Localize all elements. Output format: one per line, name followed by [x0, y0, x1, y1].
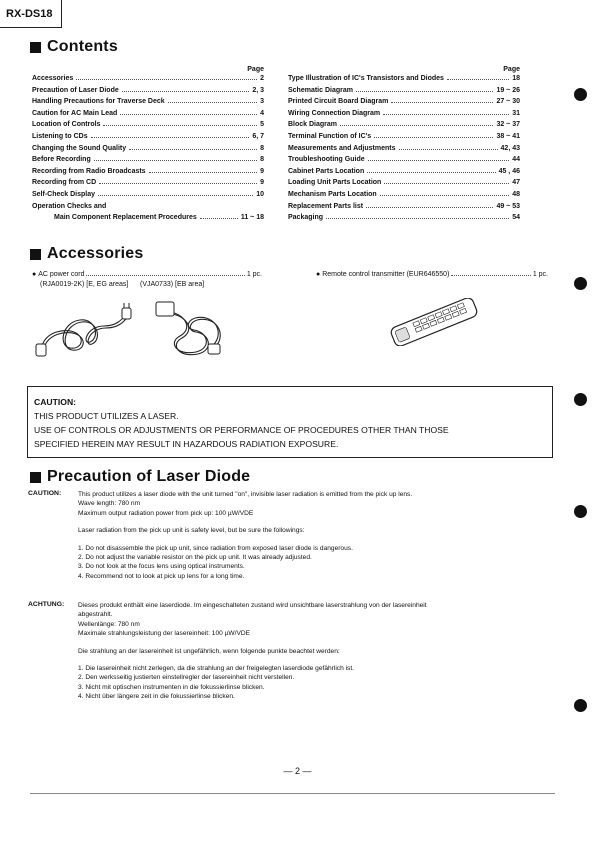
toc-entry [32, 121, 264, 133]
en-item: 1. Do not disassemble the pick up unit, since radiation from exposed laser diode is dangerous. [78, 544, 353, 552]
toc-entry-page: 18 [512, 75, 520, 82]
remote-label: Remote control transmitter (EUR646550) [322, 271, 450, 278]
de-item: 4. Nicht über längere zeit in die fokussierlinse blicken. [78, 693, 235, 701]
toc-entry-label: Self-Check Display [32, 190, 96, 198]
laser-title: Precaution of Laser Diode [47, 468, 251, 485]
toc-entry-page: 27 ~ 30 [496, 98, 520, 106]
contents-heading [30, 38, 118, 56]
toc-entry [288, 191, 520, 203]
toc-entry-label: Operation Checks and [32, 202, 107, 210]
toc-entry-label: Cabinet Parts Location [288, 167, 365, 175]
toc-entry [288, 110, 520, 122]
toc-page-label: Page [503, 66, 520, 73]
toc-entry-label: Wiring Connection Diagram [288, 109, 381, 117]
caution-title: CAUTION: [34, 397, 77, 407]
de-wavelength: Wellenlänge: 780 nm [78, 620, 140, 628]
toc-entry [32, 110, 264, 122]
en-wavelength: Wave length: 780 nm [78, 500, 141, 508]
toc-entry-page: 10 [256, 190, 264, 198]
en-item: 3. Do not look at the focus lens using optical instruments. [78, 563, 245, 571]
toc-entry-page: 19 ~ 26 [496, 86, 520, 94]
binder-hole-icon [574, 277, 587, 290]
toc-entry [32, 98, 264, 110]
toc-entry [32, 133, 264, 145]
binder-hole-icon [574, 393, 587, 406]
ac-cord-qty: 1 pc. [246, 271, 262, 278]
toc-entry-label: Schematic Diagram [288, 86, 353, 94]
binder-hole-icon [574, 699, 587, 712]
toc-entry [32, 179, 264, 191]
toc-entry-label: Main Component Replacement Procedures [54, 214, 197, 222]
de-caution-text [78, 601, 548, 702]
toc-entry-label: Accessories [32, 75, 74, 82]
toc-entry-page: 54 [512, 214, 520, 222]
en-item: 2. Do not adjust the variable resistor on the pick up unit. It was already adjusted. [78, 554, 312, 562]
toc-entry-label: Listening to CDs [32, 132, 88, 140]
toc-entry [32, 87, 264, 99]
de-safety: Die strahlung an der lasereinheit ist ungefährlich, wenn folgende punkte beachtet werden: [78, 647, 340, 655]
bullet-icon: ● [32, 271, 39, 278]
ac-cord-uk-illustration [150, 298, 238, 362]
toc-entry-page: 42, 43 [500, 144, 520, 152]
toc-entry-label: Precaution of Laser Diode [32, 86, 119, 94]
toc-entry-page: 2, 3 [252, 86, 264, 94]
toc-page-label: Page [247, 66, 264, 73]
toc-entry-label: Troubleshooting Guide [288, 156, 365, 164]
toc-entry-page: 44 [512, 156, 520, 164]
toc-entry-page: 8 [260, 144, 264, 152]
accessories-heading [30, 245, 144, 263]
de-intro-cont: abgestrahlt. [78, 611, 113, 619]
toc-entry [288, 98, 520, 110]
toc-entry [288, 121, 520, 133]
ac-cord-eu-illustration [34, 302, 134, 360]
toc-entry-page: 9 [260, 167, 264, 175]
remote-control-illustration [384, 298, 484, 346]
toc-entry [288, 203, 520, 215]
toc-entry-label: Printed Circuit Board Diagram [288, 98, 389, 106]
toc-entry [288, 133, 520, 145]
toc-entry-page: 4 [260, 109, 264, 117]
toc-entry-page: 6, 7 [252, 132, 264, 140]
accessory-ac-cord [32, 271, 262, 288]
de-power: Maximale strahlungsleistung der lasereinheit: 100 µW/VDE [78, 630, 251, 638]
toc-entry-page: 47 [512, 179, 520, 187]
toc-entry [32, 214, 264, 226]
toc-entry-label: Measurements and Adjustments [288, 144, 396, 152]
en-caution-label: CAUTION: [28, 490, 62, 497]
heading-square-icon [30, 249, 41, 260]
model-number: RX-DS18 [0, 0, 62, 28]
toc-entry [288, 214, 520, 226]
toc-entry-page: 11 ~ 18 [240, 214, 264, 222]
toc-entry-page: 2 [260, 75, 264, 82]
toc-entry-page: 45 , 46 [498, 167, 520, 175]
toc-entry-label: Location of Controls [32, 121, 101, 129]
de-item: 3. Nicht mit optischen instrumenten in die fokussierlinse blicken. [78, 683, 265, 691]
toc-entry-page: 49 ~ 53 [496, 202, 520, 210]
toc-entry-label: Packaging [288, 214, 324, 222]
toc-entry [32, 203, 264, 215]
remote-qty: 1 pc. [532, 271, 548, 278]
toc-entry-page: 32 ~ 37 [496, 121, 520, 129]
toc-entry [32, 156, 264, 168]
toc-entry-label: Loading Unit Parts Location [288, 179, 382, 187]
caution-line-1: THIS PRODUCT UTILIZES A LASER. [34, 411, 179, 421]
bullet-icon: ● [316, 271, 323, 278]
ac-cord-part-2: (VJA0733) [EB area] [140, 281, 205, 288]
de-intro: Dieses produkt enthält eine laserdiode. Im eingeschalteten zustand wird unsichtbare laserstrahlung von der lasereinheit [78, 602, 427, 609]
toc-entry [32, 168, 264, 180]
toc-entry-label: Block Diagram [288, 121, 338, 129]
toc-entry-label: Type Illustration of IC's Transistors and Diodes [288, 75, 444, 82]
laser-heading [30, 468, 250, 486]
caution-line-3: SPECIFIED HEREIN MAY RESULT IN HAZARDOUS RADIATION EXPOSURE. [34, 439, 339, 449]
toc-entry-page: 5 [260, 121, 264, 129]
toc-entry-page: 8 [260, 156, 264, 164]
toc-entry-page: 48 [512, 190, 520, 198]
toc-entry-label: Recording from CD [32, 179, 97, 187]
toc-entry [288, 75, 520, 87]
page-number: — 2 — [283, 766, 312, 776]
accessories-title: Accessories [47, 245, 144, 262]
toc-entry [288, 145, 520, 157]
en-safety: Laser radiation from the pick up unit is safety level, but be sure the followings: [78, 527, 305, 535]
contents-title: Contents [47, 38, 118, 55]
toc-entry-label: Changing the Sound Quality [32, 144, 127, 152]
caution-line-2: USE OF CONTROLS OR ADJUSTMENTS OR PERFORMANCE OF PROCEDURES OTHER THAN THOSE [34, 425, 449, 435]
toc-entry-page: 9 [260, 179, 264, 187]
toc-entry-label: Before Recording [32, 156, 91, 164]
en-power: Maximum output radiation power from pick up: 100 µW/VDE [78, 509, 254, 517]
toc-entry-label: Handling Precautions for Traverse Deck [32, 98, 165, 106]
toc-entry [288, 156, 520, 168]
toc-entry [288, 87, 520, 99]
toc-entry-page: 38 ~ 41 [496, 132, 520, 140]
toc-entry [288, 179, 520, 191]
toc-right-column [288, 66, 520, 226]
toc-entry [32, 145, 264, 157]
toc-entry [32, 191, 264, 203]
de-caution-label: ACHTUNG: [28, 601, 65, 608]
heading-square-icon [30, 42, 41, 53]
en-caution-text [78, 490, 548, 581]
en-item: 4. Recommend not to look at pick up lens for a long time. [78, 572, 245, 580]
toc-left-column [32, 66, 264, 226]
ac-cord-part-1: (RJA0019-2K) [E, EG areas] [40, 281, 129, 288]
toc-entry-label: Mechanism Parts Location [288, 190, 377, 198]
en-intro: This product utilizes a laser diode with the unit turned "on", invisible laser radiation is emitted from the pick up lens. [78, 491, 413, 498]
toc-entry [288, 168, 520, 180]
heading-square-icon [30, 472, 41, 483]
de-item: 1. Die lasereinheit nicht zerlegen, da die strahlung an der freigelegten laserdiode gefährlich ist. [78, 665, 355, 673]
toc-entry-label: Recording from Radio Broadcasts [32, 167, 146, 175]
toc-entry [32, 75, 264, 87]
binder-hole-icon [574, 505, 587, 518]
binder-hole-icon [574, 88, 587, 101]
laser-caution-box [27, 386, 553, 458]
ac-cord-label: AC power cord [38, 271, 85, 278]
de-item: 2. Den werksseitig justierten einstellregler der lasereinheit nicht verstellen. [78, 674, 295, 682]
accessory-remote [316, 271, 548, 278]
toc-entry-page: 31 [512, 109, 520, 117]
toc-entry-label: Caution for AC Main Lead [32, 109, 118, 117]
toc-entry-label: Replacement Parts list [288, 202, 364, 210]
toc-entry-label: Terminal Function of IC's [288, 132, 372, 140]
footer-rule [30, 793, 555, 794]
toc-entry-page: 3 [260, 98, 264, 106]
